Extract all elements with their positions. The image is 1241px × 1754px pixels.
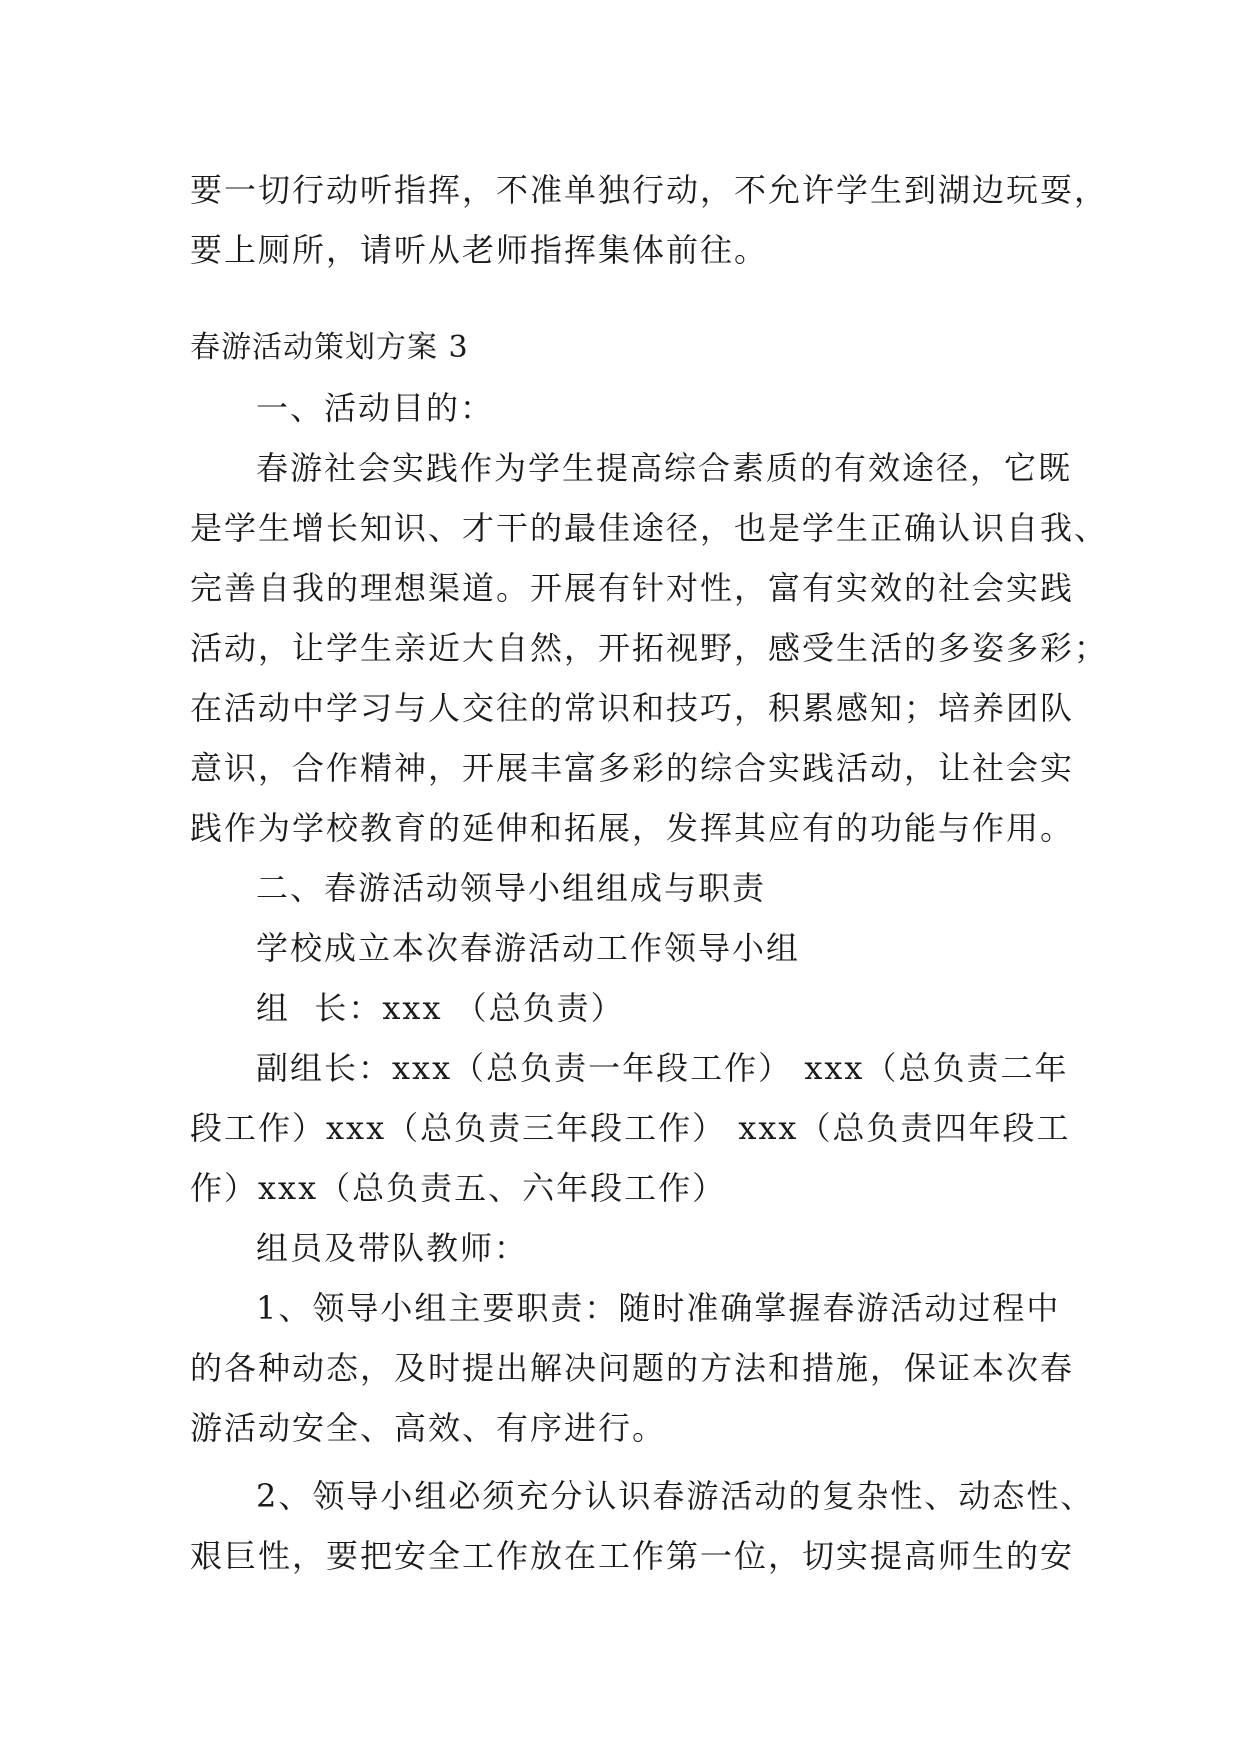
paragraph-line: 春游社会实践作为学生提高综合素质的有效途径，它既 [256, 449, 1073, 487]
paragraph-line: 游活动安全、高效、有序进行。 [190, 1409, 667, 1447]
paragraph-line: 2、领导小组必须充分认识春游活动的复杂性、动态性、 [256, 1477, 1095, 1515]
paragraph-line: 艰巨性，要把安全工作放在工作第一位，切实提高师生的安 [190, 1537, 1075, 1575]
paragraph-line: 是学生增长知识、才干的最佳途径，也是学生正确认识自我、 [190, 509, 1109, 547]
paragraph-line: 副组长：xxx（总负责一年段工作） xxx（总负责二年 [256, 1049, 1069, 1087]
leader-line: 组 长：xxx （总负责） [256, 989, 625, 1027]
paragraph-line: 活动，让学生亲近大自然，开拓视野，感受生活的多姿多彩； [190, 629, 1109, 667]
paragraph-line: 要一切行动听指挥，不准单独行动，不允许学生到湖边玩耍， [190, 171, 1109, 209]
paragraph-line: 要上厕所，请听从老师指挥集体前往。 [190, 231, 769, 269]
paragraph-line: 学校成立本次春游活动工作领导小组 [256, 929, 801, 967]
section-title: 春游活动策划方案 3 [190, 330, 469, 365]
paragraph-line: 完善自我的理想渠道。开展有针对性，富有实效的社会实践 [190, 569, 1075, 607]
paragraph-line: 践作为学校教育的延伸和拓展，发挥其应有的功能与作用。 [190, 809, 1075, 847]
section-heading: 二、春游活动领导小组组成与职责 [256, 869, 767, 907]
paragraph-line: 作）xxx（总负责五、六年段工作） [190, 1169, 727, 1207]
paragraph-line: 1、领导小组主要职责：随时准确掌握春游活动过程中 [256, 1289, 1061, 1327]
paragraph-line: 段工作）xxx（总负责三年段工作） xxx（总负责四年段工 [190, 1109, 1071, 1147]
paragraph-line: 意识，合作精神，开展丰富多彩的综合实践活动，让社会实 [190, 749, 1075, 787]
section-heading: 一、活动目的： [256, 389, 495, 427]
document-page [190, 160, 1109, 1586]
paragraph-line: 在活动中学习与人交往的常识和技巧，积累感知；培养团队 [190, 689, 1075, 727]
members-line: 组员及带队教师： [256, 1229, 529, 1267]
paragraph-line: 的各种动态，及时提出解决问题的方法和措施，保证本次春 [190, 1349, 1075, 1387]
